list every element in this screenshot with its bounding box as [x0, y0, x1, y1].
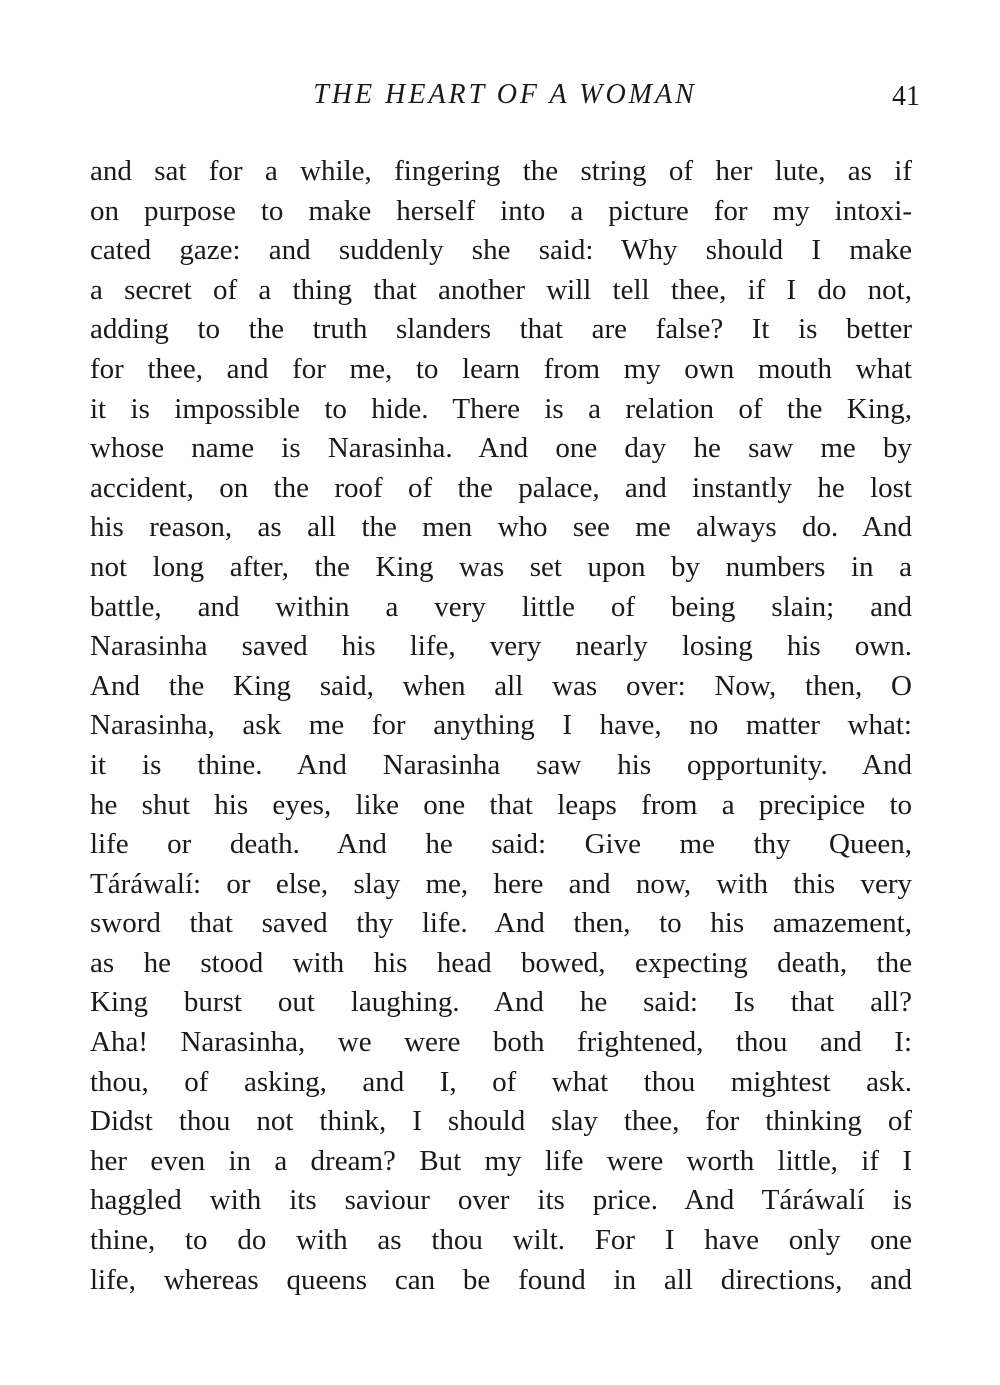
running-title: THE HEART OF A WOMAN	[313, 79, 697, 110]
text-line: not long after, the King was set upon by numbers in a	[90, 550, 912, 583]
text-line: King burst out laughing. And he said: Is that all?	[90, 986, 912, 1019]
text-line: her even in a dream? But my life were worth little, if I	[90, 1144, 912, 1177]
text-line: Aha! Narasinha, we were both frightened, thou and I:	[90, 1026, 912, 1059]
text-line: battle, and within a very little of being slain; and	[90, 590, 912, 623]
text-line: his reason, as all the men who see me always do. And	[90, 511, 912, 544]
text-line: whose name is Narasinha. And one day he saw me by	[90, 432, 912, 465]
text-line: on purpose to make herself into a picture for my intoxi-	[90, 194, 912, 227]
text-line: life, whereas queens can be found in all directions, and	[90, 1263, 912, 1296]
text-line: And the King said, when all was over: Now, then, O	[90, 669, 912, 702]
text-line: sword that saved thy life. And then, to his amazement,	[90, 907, 912, 940]
text-line: life or death. And he said: Give me thy Queen,	[90, 828, 912, 861]
text-line: and sat for a while, fingering the string of her lute, as if	[90, 155, 912, 187]
text-line: he shut his eyes, like one that leaps from a precipice to	[90, 788, 912, 821]
text-line: a secret of a thing that another will tell thee, if I do not,	[90, 273, 912, 306]
text-line: haggled with its saviour over its price. And Táráwalí is	[90, 1184, 912, 1217]
body-text	[90, 152, 912, 1300]
text-line: it is impossible to hide. There is a relation of the King,	[90, 392, 912, 425]
text-line: Narasinha, ask me for anything I have, no matter what:	[90, 709, 912, 742]
text-line: Didst thou not think, I should slay thee, for thinking of	[90, 1105, 912, 1138]
running-head	[90, 78, 920, 118]
text-line: thine, to do with as thou wilt. For I have only one	[90, 1224, 912, 1257]
text-line: cated gaze: and suddenly she said: Why should I make	[90, 234, 912, 267]
text-line: it is thine. And Narasinha saw his opportunity. And	[90, 748, 912, 781]
text-line: for thee, and for me, to learn from my own mouth what	[90, 352, 912, 385]
text-line: Táráwalí: or else, slay me, here and now, with this very	[90, 867, 912, 900]
text-line: Narasinha saved his life, very nearly losing his own.	[90, 630, 912, 663]
text-line: thou, of asking, and I, of what thou mightest ask.	[90, 1065, 912, 1098]
text-line: accident, on the roof of the palace, and instantly he lost	[90, 471, 912, 504]
page-number: 41	[892, 81, 920, 112]
text-line: adding to the truth slanders that are false? It is better	[90, 313, 912, 346]
text-line: as he stood with his head bowed, expecting death, the	[90, 946, 912, 979]
